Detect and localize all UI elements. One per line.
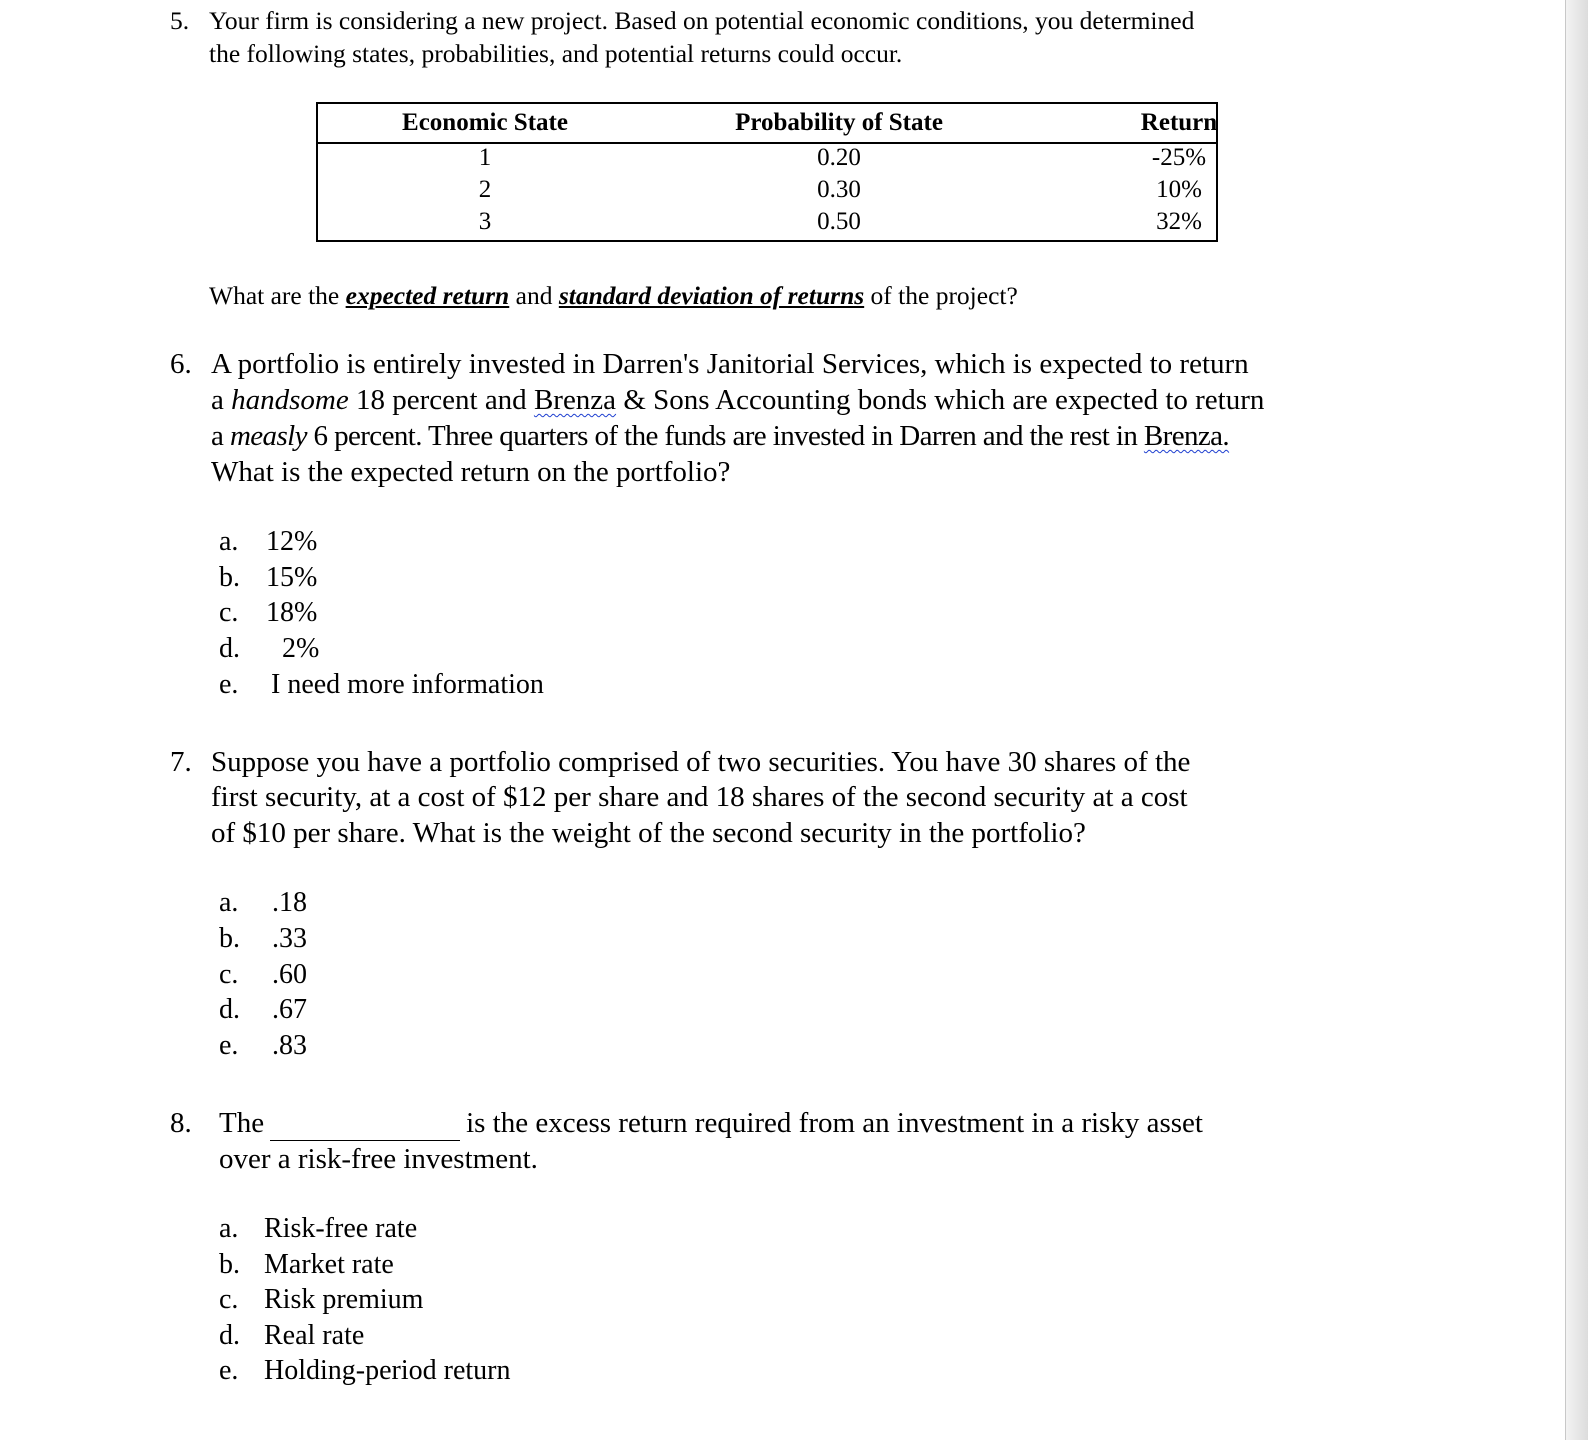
- q8-the: The: [219, 1107, 265, 1139]
- expected-return-emphasis: expected return: [345, 281, 510, 310]
- cell-state: 1: [478, 144, 492, 171]
- q8-option-text: Risk-free rate: [264, 1213, 418, 1244]
- q6-option-text: 15%: [266, 562, 318, 593]
- cell-return: 32%: [1156, 208, 1202, 235]
- q8-line1: [219, 1105, 1203, 1141]
- q6-l2c: 18 percent and: [355, 384, 527, 416]
- q6-option-letter: b.: [219, 562, 240, 593]
- q6-option-text: I need more information: [271, 669, 544, 700]
- q6-l2a: a: [211, 384, 224, 416]
- q8-option-letter: c.: [219, 1284, 239, 1315]
- q6-number: 6.: [170, 348, 192, 380]
- header-return: Return: [1140, 109, 1218, 136]
- q7-option-letter: b.: [219, 923, 240, 954]
- q5-question-a: What are the: [209, 281, 340, 310]
- q6-option-letter: c.: [219, 597, 239, 628]
- q7-option-letter: d.: [219, 994, 240, 1025]
- header-economic-state: Economic State: [402, 109, 568, 136]
- handsome-word: handsome: [231, 384, 349, 416]
- cell-probability: 0.50: [817, 208, 861, 235]
- cell-probability: 0.30: [817, 176, 861, 203]
- q6-option-text: 12%: [266, 526, 318, 557]
- q5-number: 5.: [170, 6, 190, 35]
- q6-option-letter: d.: [219, 633, 240, 664]
- q8-option-letter: a.: [219, 1213, 239, 1244]
- q6-option-letter: a.: [219, 526, 239, 557]
- q7-option-text: .60: [272, 959, 307, 990]
- q6-l2e: & Sons Accounting bonds which are expected to return: [623, 384, 1265, 416]
- cell-return: -25%: [1151, 144, 1207, 171]
- q7-line2: first security, at a cost of $12 per share and 18 shares of the second security at a cost: [211, 781, 1188, 813]
- page-edge: [1565, 0, 1588, 1440]
- q5-question: [209, 279, 1018, 312]
- cell-state: 2: [478, 176, 492, 203]
- q8-option-text: Holding-period return: [264, 1355, 511, 1386]
- q6-l3a: a: [211, 420, 224, 452]
- q7-option-letter: e.: [219, 1030, 239, 1061]
- q6-line3: [211, 418, 1229, 454]
- q5-question-e: of the project?: [870, 281, 1018, 310]
- cell-state: 3: [478, 208, 492, 235]
- cell-return: 10%: [1156, 176, 1202, 203]
- std-dev-emphasis: standard deviation of returns: [558, 281, 865, 310]
- q6-line4: What is the expected return on the portfolio?: [211, 456, 731, 488]
- cell-probability: 0.20: [817, 144, 861, 171]
- q7-option-text: .33: [272, 923, 307, 954]
- header-probability: Probability of State: [735, 109, 943, 136]
- q6-l3c: 6 percent. Three quarters of the funds are invested in Darren and the rest in: [313, 420, 1138, 452]
- q5-question-c: and: [515, 281, 553, 310]
- q8-option-text: Market rate: [264, 1249, 394, 1280]
- q7-line3: of $10 per share. What is the weight of the second security in the portfolio?: [211, 817, 1086, 849]
- q5-text-line1: Your firm is considering a new project. Based on potential economic conditions, you determined: [209, 6, 1195, 35]
- q7-option-text: .83: [272, 1030, 307, 1061]
- q6-line1: A portfolio is entirely invested in Darren's Janitorial Services, which is expected to return: [211, 348, 1249, 380]
- q8-option-letter: b.: [219, 1249, 240, 1280]
- fill-in-blank: [270, 1110, 460, 1141]
- returns-table: [316, 102, 1218, 242]
- q6-line2: [211, 382, 1264, 418]
- brenza-spellcheck: Brenza: [533, 384, 617, 416]
- q8-option-text: Real rate: [264, 1320, 365, 1351]
- measly-word: measly: [229, 420, 307, 452]
- q7-option-letter: a.: [219, 887, 239, 918]
- table-header-row: [318, 104, 1216, 144]
- q6-option-letter: e.: [219, 669, 239, 700]
- q6-option-text: 2%: [282, 633, 320, 664]
- q8-number: 8.: [170, 1107, 192, 1139]
- q8-line2: over a risk-free investment.: [219, 1143, 538, 1175]
- brenza-spellcheck-2: Brenza.: [1143, 420, 1230, 452]
- q7-number: 7.: [170, 746, 192, 778]
- q7-option-text: .67: [272, 994, 307, 1025]
- q8-option-text: Risk premium: [264, 1284, 424, 1315]
- q8-option-letter: d.: [219, 1320, 240, 1351]
- q8-l1b: is the excess return required from an investment in a risky asset: [466, 1107, 1203, 1139]
- q8-option-letter: e.: [219, 1355, 239, 1386]
- q7-option-text: .18: [272, 887, 307, 918]
- q7-option-letter: c.: [219, 959, 239, 990]
- q7-line1: Suppose you have a portfolio comprised of two securities. You have 30 shares of the: [211, 746, 1191, 778]
- q5-text-line2: the following states, probabilities, and potential returns could occur.: [209, 39, 903, 68]
- q6-option-text: 18%: [266, 597, 318, 628]
